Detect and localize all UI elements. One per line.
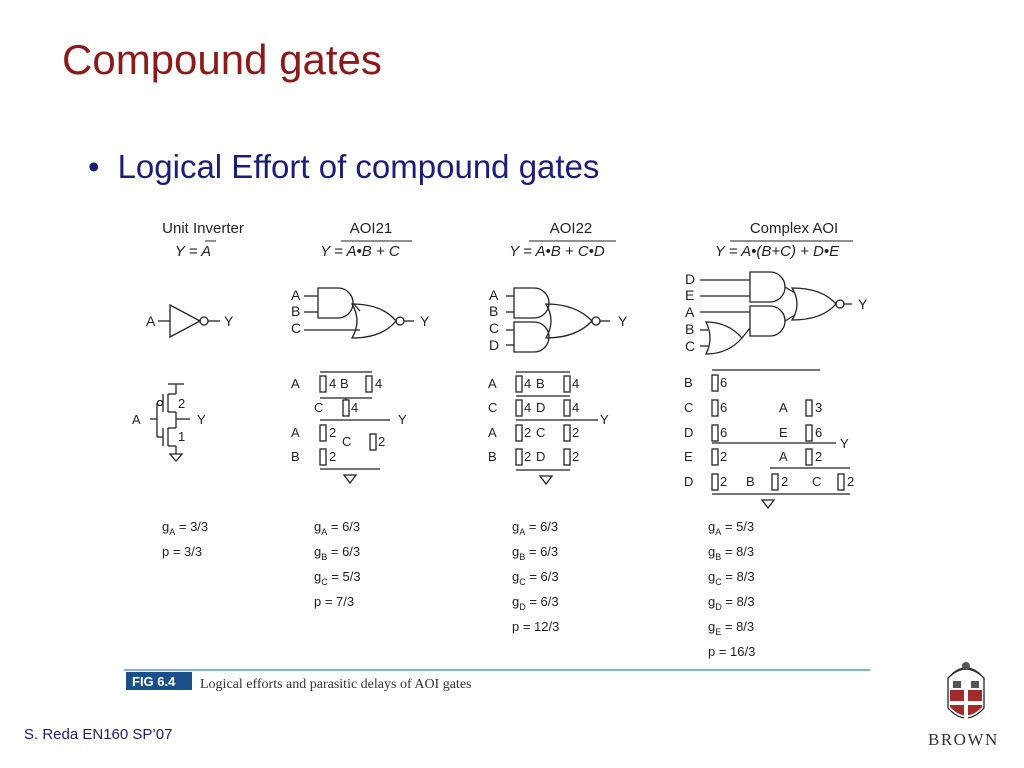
label-E: E bbox=[685, 287, 695, 303]
label-D: D bbox=[536, 449, 546, 464]
label-A: A bbox=[489, 287, 499, 303]
size-6: 6 bbox=[720, 375, 728, 390]
label-A: A bbox=[291, 425, 300, 440]
size-2: 2 bbox=[572, 425, 580, 440]
size-2: 2 bbox=[178, 396, 186, 411]
size-4: 4 bbox=[524, 376, 532, 391]
footer-text: S. Reda EN160 SP’07 bbox=[24, 726, 173, 743]
brown-logo-text: BROWN bbox=[928, 730, 999, 749]
size-2: 2 bbox=[720, 449, 728, 464]
result-aoi21-gC: $g_C = 5/3$ bbox=[314, 569, 361, 587]
label-A: A bbox=[779, 449, 788, 464]
caption-tag: FIG 6.4 bbox=[132, 674, 176, 689]
label-A: A bbox=[488, 376, 497, 391]
size-4: 4 bbox=[351, 400, 359, 415]
result-aoi22-gC: $g_C = 6/3$ bbox=[512, 569, 559, 587]
col-title-aoi22: AOI22 bbox=[549, 220, 593, 237]
label-C: C bbox=[685, 338, 696, 354]
size-6: 6 bbox=[815, 425, 823, 440]
size-6: 6 bbox=[720, 400, 728, 415]
size-2: 2 bbox=[815, 449, 823, 464]
size-6: 6 bbox=[720, 425, 728, 440]
result-aoi22-gA: $g_A = 6/3$ bbox=[512, 519, 559, 537]
caption-text: Logical efforts and parasitic delays of AOI gates bbox=[200, 677, 472, 692]
brown-shield-logo bbox=[948, 662, 984, 722]
label-B: B bbox=[291, 303, 301, 319]
size-2: 2 bbox=[378, 434, 386, 449]
label-A: A bbox=[291, 376, 300, 391]
size-2: 2 bbox=[847, 474, 855, 489]
label-D: D bbox=[536, 400, 546, 415]
size-2: 2 bbox=[524, 425, 532, 440]
label-A: A bbox=[779, 400, 788, 415]
result-complex-gC: $g_C = 8/3$ bbox=[708, 569, 755, 587]
size-1: 1 bbox=[178, 429, 186, 444]
label-Y: Y bbox=[858, 296, 868, 312]
label-B: B bbox=[291, 449, 300, 464]
result-aoi22-gB: $g_B = 6/3$ bbox=[512, 544, 559, 562]
inverter-symbol bbox=[158, 305, 220, 337]
label-Y: Y bbox=[600, 412, 609, 427]
result-inverter-p: p = 3/3 bbox=[162, 544, 203, 559]
label-A: A bbox=[132, 412, 141, 427]
col-eq-inverter: Y = A bbox=[174, 243, 212, 260]
size-2: 2 bbox=[572, 449, 580, 464]
result-complex-gB: $g_B = 8/3$ bbox=[708, 544, 755, 562]
size-2: 2 bbox=[329, 449, 337, 464]
col-title-inverter: Unit Inverter bbox=[162, 220, 244, 237]
label-D: D bbox=[684, 474, 694, 489]
label-B: B bbox=[536, 376, 545, 391]
label-Y: Y bbox=[398, 412, 407, 427]
complex-aoi-symbol bbox=[700, 272, 852, 354]
result-complex-gA: $g_A = 5/3$ bbox=[708, 519, 755, 537]
col-title-aoi21: AOI21 bbox=[349, 220, 393, 237]
label-B: B bbox=[489, 303, 499, 319]
size-2: 2 bbox=[781, 474, 789, 489]
label-Y: Y bbox=[618, 313, 628, 329]
size-2: 2 bbox=[524, 449, 532, 464]
label-E: E bbox=[779, 425, 788, 440]
col-eq-complex: Y = A•(B+C) + D•E bbox=[714, 243, 840, 260]
label-A: A bbox=[291, 287, 301, 303]
label-C: C bbox=[342, 434, 352, 449]
result-aoi22-p: p = 12/3 bbox=[512, 619, 560, 634]
col-eq-aoi22: Y = A•B + C•D bbox=[509, 243, 605, 260]
size-4: 4 bbox=[572, 400, 580, 415]
size-4: 4 bbox=[329, 376, 337, 391]
result-complex-p: p = 16/3 bbox=[708, 644, 756, 659]
bullet-text: Logical Effort of compound gates bbox=[117, 148, 600, 185]
size-2: 2 bbox=[720, 474, 728, 489]
result-complex-gD: $g_D = 8/3$ bbox=[708, 594, 755, 612]
label-Y: Y bbox=[224, 313, 234, 329]
aoi21-symbol bbox=[304, 288, 414, 338]
result-complex-gE: $g_E = 8/3$ bbox=[708, 619, 755, 637]
label-A: A bbox=[685, 304, 695, 320]
label-B: B bbox=[684, 375, 693, 390]
result-aoi21-gB: $g_B = 6/3$ bbox=[314, 544, 361, 562]
col-eq-aoi21: Y = A•B + C bbox=[320, 243, 400, 260]
label-C: C bbox=[314, 400, 324, 415]
col-title-complex: Complex AOI bbox=[749, 220, 839, 237]
label-B: B bbox=[746, 474, 755, 489]
label-C: C bbox=[488, 400, 498, 415]
label-A: A bbox=[146, 313, 156, 329]
label-Y: Y bbox=[840, 436, 849, 451]
aoi22-symbol bbox=[506, 288, 610, 352]
size-3: 3 bbox=[815, 400, 823, 415]
size-4: 4 bbox=[524, 400, 532, 415]
label-B: B bbox=[488, 449, 497, 464]
bullet-dot: • bbox=[88, 148, 100, 185]
slide-title: Compound gates bbox=[62, 36, 382, 83]
label-D: D bbox=[685, 271, 696, 287]
size-2: 2 bbox=[329, 425, 337, 440]
result-inverter-gA: $g_A = 3/3$ bbox=[162, 519, 209, 537]
label-D: D bbox=[489, 337, 500, 353]
label-C: C bbox=[684, 400, 694, 415]
label-Y: Y bbox=[420, 313, 430, 329]
size-4: 4 bbox=[572, 376, 580, 391]
label-C: C bbox=[489, 320, 500, 336]
result-aoi22-gD: $g_D = 6/3$ bbox=[512, 594, 559, 612]
result-aoi21-p: p = 7/3 bbox=[314, 594, 355, 609]
result-aoi21-gA: $g_A = 6/3$ bbox=[314, 519, 361, 537]
label-C: C bbox=[536, 425, 546, 440]
label-A: A bbox=[488, 425, 497, 440]
size-4: 4 bbox=[375, 376, 383, 391]
label-D: D bbox=[684, 425, 694, 440]
label-E: E bbox=[684, 449, 693, 464]
label-Y: Y bbox=[197, 412, 206, 427]
label-B: B bbox=[685, 321, 695, 337]
label-C: C bbox=[291, 320, 302, 336]
label-C: C bbox=[812, 474, 822, 489]
label-B: B bbox=[340, 376, 349, 391]
